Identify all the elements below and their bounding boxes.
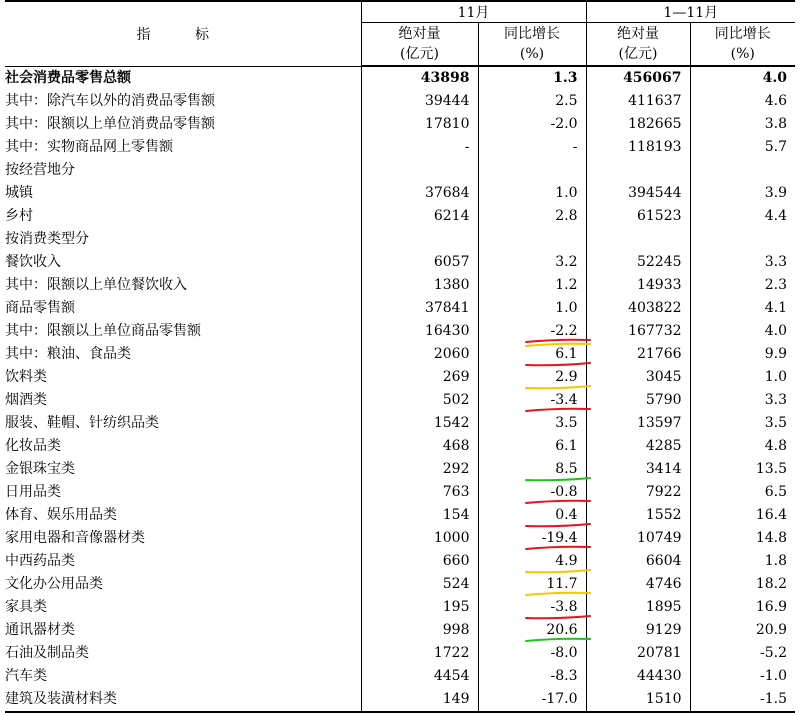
table-row [5, 481, 795, 504]
month-growth-cell: 6.1 [478, 435, 586, 458]
ytd-growth-cell [690, 228, 795, 251]
retail-sales-table [5, 0, 795, 713]
table-row [5, 596, 795, 619]
ytd-abs-cell: 118193 [586, 136, 690, 159]
ytd-abs-cell: 411637 [586, 90, 690, 113]
month-abs-cell: 195 [361, 596, 478, 619]
ytd-growth-cell: 16.4 [690, 504, 795, 527]
table-row [5, 205, 795, 228]
table-row [5, 343, 795, 366]
ytd-growth-cell: 3.9 [690, 182, 795, 205]
table-row [5, 458, 795, 481]
ytd-growth-cell: -1.5 [690, 688, 795, 712]
month-growth-cell: 1.3 [478, 66, 586, 90]
ytd-abs-cell: 13597 [586, 412, 690, 435]
month-abs-cell: 1000 [361, 527, 478, 550]
row-label: 服装、鞋帽、针纺织品类 [5, 415, 159, 431]
row-label: 其中：限额以上单位商品零售额 [5, 323, 201, 339]
row-label: 日用品类 [5, 484, 61, 500]
month-growth-cell [478, 159, 586, 182]
ytd-growth-cell: 4.1 [690, 297, 795, 320]
ytd-growth-cell: 4.0 [690, 66, 795, 90]
month-growth-cell: 1.2 [478, 274, 586, 297]
ytd-growth-cell: 1.0 [690, 366, 795, 389]
table-row [5, 159, 795, 182]
month-growth-cell: -0.8 [478, 481, 586, 504]
ytd-abs-cell: 14933 [586, 274, 690, 297]
month-abs-cell: 1380 [361, 274, 478, 297]
month-abs-cell: 502 [361, 389, 478, 412]
ytd-abs-cell: 10749 [586, 527, 690, 550]
table-row [5, 274, 795, 297]
month-abs-header [361, 23, 478, 67]
ytd-growth-cell: 9.9 [690, 343, 795, 366]
row-label: 石油及制品类 [5, 645, 89, 661]
ytd-abs-header [586, 23, 690, 67]
month-growth-cell [478, 228, 586, 251]
ytd-abs-cell: 1510 [586, 688, 690, 712]
month-abs-cell: 43898 [361, 66, 478, 90]
ytd-growth-cell [690, 159, 795, 182]
ytd-growth-cell: 6.5 [690, 481, 795, 504]
row-label: 体育、娱乐用品类 [5, 507, 117, 523]
row-label: 商品零售额 [5, 300, 75, 316]
table-row [5, 182, 795, 205]
ytd-abs-cell: 167732 [586, 320, 690, 343]
row-label: 城镇 [5, 185, 33, 201]
table-row [5, 435, 795, 458]
month-abs-cell: 17810 [361, 113, 478, 136]
table-row [5, 90, 795, 113]
table-body [5, 66, 795, 712]
ytd-abs-cell: 182665 [586, 113, 690, 136]
ytd-growth-header-text: 同比增长 (%) [714, 26, 771, 62]
ytd-abs-cell: 61523 [586, 205, 690, 228]
month-abs-cell: 16430 [361, 320, 478, 343]
row-label: 中西药品类 [5, 553, 75, 569]
month-abs-cell: 269 [361, 366, 478, 389]
month-abs-cell: 6214 [361, 205, 478, 228]
ytd-growth-cell: 18.2 [690, 573, 795, 596]
row-label: 其中：除汽车以外的消费品零售额 [5, 93, 215, 109]
table-row [5, 251, 795, 274]
ytd-abs-cell: 7922 [586, 481, 690, 504]
table-row [5, 389, 795, 412]
month-growth-cell: 2.5 [478, 90, 586, 113]
month-growth-cell: -17.0 [478, 688, 586, 712]
row-label: 家用电器和音像器材类 [5, 530, 145, 546]
table-row [5, 527, 795, 550]
ytd-abs-cell: 6604 [586, 550, 690, 573]
table-row [5, 688, 795, 712]
row-label: 其中：限额以上单位消费品零售额 [5, 116, 215, 132]
ytd-growth-cell: 3.8 [690, 113, 795, 136]
table-row [5, 665, 795, 688]
ytd-growth-cell: 4.6 [690, 90, 795, 113]
row-label: 金银珠宝类 [5, 461, 75, 477]
row-label: 其中：粮油、食品类 [5, 346, 131, 362]
table-row [5, 642, 795, 665]
ytd-abs-cell: 5790 [586, 389, 690, 412]
month-growth-cell: 2.8 [478, 205, 586, 228]
month-growth-header [478, 23, 586, 67]
ytd-growth-cell: 20.9 [690, 619, 795, 642]
ytd-growth-cell: 4.0 [690, 320, 795, 343]
month-growth-cell: 1.0 [478, 182, 586, 205]
ytd-abs-cell: 20781 [586, 642, 690, 665]
ytd-growth-cell: 4.4 [690, 205, 795, 228]
month-abs-cell: 763 [361, 481, 478, 504]
table-row [5, 297, 795, 320]
row-label: 社会消费品零售总额 [5, 69, 131, 86]
month-growth-cell: -3.4 [478, 389, 586, 412]
row-label: 化妆品类 [5, 438, 61, 454]
table-row [5, 550, 795, 573]
month-growth-cell: -8.3 [478, 665, 586, 688]
month-growth-cell: 11.7 [478, 573, 586, 596]
row-label: 餐饮收入 [5, 254, 61, 270]
ytd-growth-cell: 16.9 [690, 596, 795, 619]
month-abs-cell: 292 [361, 458, 478, 481]
row-label: 通讯器材类 [5, 622, 75, 638]
ytd-abs-cell: 4746 [586, 573, 690, 596]
month-abs-cell: 524 [361, 573, 478, 596]
table-row [5, 619, 795, 642]
row-label: 家具类 [5, 599, 47, 615]
ytd-abs-cell: 44430 [586, 665, 690, 688]
month-abs-cell: 468 [361, 435, 478, 458]
row-label: 按经营地分 [5, 162, 75, 178]
ytd-abs-cell: 52245 [586, 251, 690, 274]
month-growth-cell: 8.5 [478, 458, 586, 481]
row-label: 饮料类 [5, 369, 47, 385]
month-growth-cell: 3.2 [478, 251, 586, 274]
ytd-header: 1—11月 [586, 1, 795, 23]
ytd-abs-header-text: 绝对量 (亿元) [617, 26, 660, 62]
month-abs-cell: 6057 [361, 251, 478, 274]
month-growth-cell: -3.8 [478, 596, 586, 619]
ytd-abs-cell: 394544 [586, 182, 690, 205]
table-row [5, 366, 795, 389]
month-abs-cell: 2060 [361, 343, 478, 366]
ytd-growth-cell: 1.8 [690, 550, 795, 573]
table-row [5, 573, 795, 596]
table-row [5, 113, 795, 136]
ytd-growth-cell: 2.3 [690, 274, 795, 297]
month-abs-cell: 37841 [361, 297, 478, 320]
ytd-abs-cell: 1895 [586, 596, 690, 619]
row-label: 文化办公用品类 [5, 576, 103, 592]
month-growth-cell: 20.6 [478, 619, 586, 642]
row-label: 烟酒类 [5, 392, 47, 408]
month-growth-cell: -8.0 [478, 642, 586, 665]
ytd-abs-cell: 1552 [586, 504, 690, 527]
row-label: 按消费类型分 [5, 231, 89, 247]
ytd-growth-cell: 4.8 [690, 435, 795, 458]
month-growth-cell: -19.4 [478, 527, 586, 550]
ytd-abs-cell: 21766 [586, 343, 690, 366]
table-row [5, 136, 795, 159]
table-row [5, 66, 795, 90]
month-abs-cell [361, 228, 478, 251]
ytd-growth-header [690, 23, 795, 67]
row-label: 其中：限额以上单位餐饮收入 [5, 277, 187, 293]
month-growth-cell: -2.0 [478, 113, 586, 136]
month-abs-cell: 660 [361, 550, 478, 573]
ytd-abs-cell: 3045 [586, 366, 690, 389]
ytd-abs-cell: 4285 [586, 435, 690, 458]
month-abs-cell: - [361, 136, 478, 159]
month-growth-cell: 6.1 [478, 343, 586, 366]
table-row [5, 228, 795, 251]
ytd-growth-cell: 5.7 [690, 136, 795, 159]
row-label: 汽车类 [5, 668, 47, 684]
month-abs-cell: 998 [361, 619, 478, 642]
table-row [5, 320, 795, 343]
month-growth-cell: 1.0 [478, 297, 586, 320]
month-growth-cell: 0.4 [478, 504, 586, 527]
ytd-abs-cell: 9129 [586, 619, 690, 642]
indicator-header: 指 标 [5, 1, 361, 66]
ytd-abs-cell: 403822 [586, 297, 690, 320]
ytd-growth-cell: 13.5 [690, 458, 795, 481]
month-growth-cell: 2.9 [478, 366, 586, 389]
ytd-growth-cell: 3.3 [690, 251, 795, 274]
month-growth-cell: 3.5 [478, 412, 586, 435]
ytd-abs-cell: 456067 [586, 66, 690, 90]
ytd-growth-cell: -5.2 [690, 642, 795, 665]
month-growth-header-text: 同比增长 (%) [504, 26, 560, 62]
ytd-growth-cell: 3.3 [690, 389, 795, 412]
month-growth-cell: -2.2 [478, 320, 586, 343]
row-label: 其中：实物商品网上零售额 [5, 139, 173, 155]
month-abs-cell: 4454 [361, 665, 478, 688]
table-row [5, 504, 795, 527]
ytd-abs-cell [586, 159, 690, 182]
ytd-growth-cell: -1.0 [690, 665, 795, 688]
ytd-abs-cell: 3414 [586, 458, 690, 481]
ytd-growth-cell: 3.5 [690, 412, 795, 435]
row-label: 建筑及装潢材料类 [5, 688, 361, 712]
month-abs-cell: 39444 [361, 90, 478, 113]
month-abs-cell: 149 [361, 688, 478, 712]
month-abs-cell: 37684 [361, 182, 478, 205]
ytd-growth-cell: 14.8 [690, 527, 795, 550]
month-growth-cell: - [478, 136, 586, 159]
month-growth-cell: 4.9 [478, 550, 586, 573]
month-abs-cell [361, 159, 478, 182]
month-header: 11月 [361, 1, 586, 23]
month-abs-cell: 1722 [361, 642, 478, 665]
month-abs-cell: 1542 [361, 412, 478, 435]
month-abs-cell: 154 [361, 504, 478, 527]
table-row [5, 412, 795, 435]
ytd-abs-cell [586, 228, 690, 251]
month-abs-header-text: 绝对量 (亿元) [398, 26, 441, 62]
row-label: 乡村 [5, 208, 33, 224]
